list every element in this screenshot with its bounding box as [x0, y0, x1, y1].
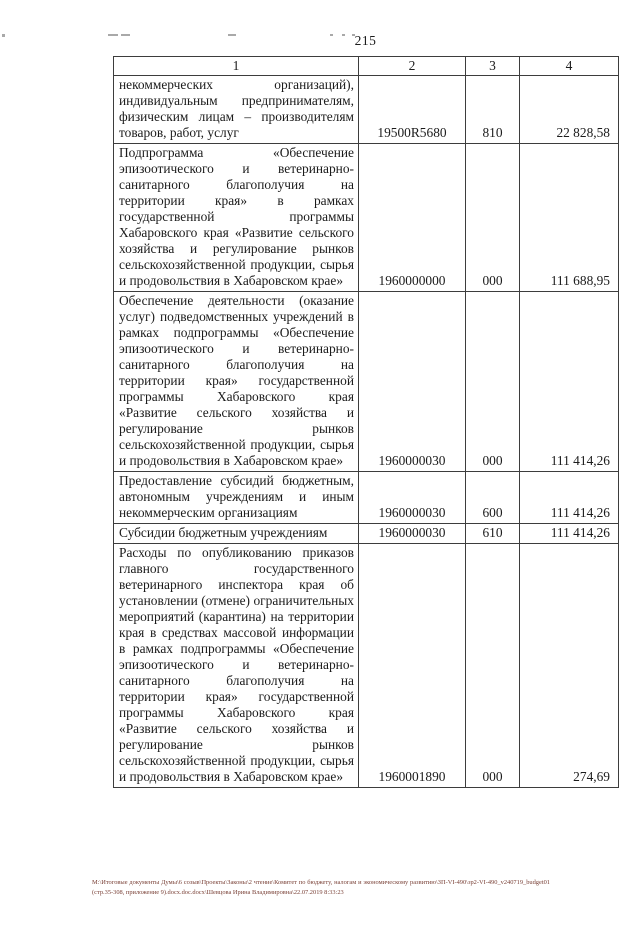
cell-expense-type-code: 000 [466, 144, 520, 292]
cell-target-article-code: 1960000030 [359, 472, 466, 524]
table-row [114, 472, 619, 524]
cell-target-article-code: 1960000030 [359, 292, 466, 472]
cell-amount: 111 414,26 [520, 292, 619, 472]
column-header-1: 1 [114, 57, 359, 76]
cell-expense-name: Субсидии бюджетным учреждениям [114, 524, 359, 544]
document-footer-path: М:\Итоговые документы Думы\6 созыв\Проекты\Законы\2 чтение\Комитет по бюджету, налогам и экономическому развитию\ЗП-VI-490\зр2-VI-490_v240719_budget01(стр.35-308, приложение 9).docx.doc.docx\Шевцова Ирина Владимировна\22.07.2019 8:33:23 [92, 879, 550, 897]
cell-expense-name: некоммерческих организаций), индивидуальным предпринимателям, физическим лицам – производителям товаров, работ, услуг [114, 76, 359, 144]
cell-amount: 111 688,95 [520, 144, 619, 292]
cell-expense-type-code: 810 [466, 76, 520, 144]
cell-expense-name: Подпрограмма «Обеспечение эпизоотического и ветеринарно-санитарного благополучия на территории края» в рамках государственной программы Хабаровского края «Развитие сельского хозяйства и регулирование рынков сельскохозяйственной продукции, сырья и продовольствия в Хабаровском крае» [114, 144, 359, 292]
cell-expense-name: Обеспечение деятельности (оказание услуг) подведомственных учреждений в рамках подпрограммы «Обеспечение эпизоотического и ветеринарно-санитарного благополучия на территории края» государственной программы Хабаровского края «Развитие сельского хозяйства и регулирование рынков сельскохозяйственной продукции, сырья и продовольствия в Хабаровском крае» [114, 292, 359, 472]
cell-expense-name: Предоставление субсидий бюджетным, автономным учреждениям и иным некоммерческим организациям [114, 472, 359, 524]
cell-target-article-code: 1960001890 [359, 544, 466, 788]
table-row [114, 144, 619, 292]
table-row [114, 292, 619, 472]
cell-amount: 111 414,26 [520, 472, 619, 524]
budget-table [113, 56, 619, 788]
cell-amount: 22 828,58 [520, 76, 619, 144]
cell-expense-type-code: 000 [466, 292, 520, 472]
table-header-row [114, 57, 619, 76]
cell-amount: 274,69 [520, 544, 619, 788]
budget-table-body [114, 76, 619, 788]
cell-target-article-code: 19500R5680 [359, 76, 466, 144]
cell-amount: 111 414,26 [520, 524, 619, 544]
column-header-3: 3 [466, 57, 520, 76]
table-row [114, 544, 619, 788]
cell-expense-type-code: 600 [466, 472, 520, 524]
table-row [114, 524, 619, 544]
scan-artifact-marks [0, 34, 640, 38]
column-header-2: 2 [359, 57, 466, 76]
cell-expense-type-code: 610 [466, 524, 520, 544]
page-number: 215 [354, 33, 377, 48]
column-header-4: 4 [520, 57, 619, 76]
cell-expense-name: Расходы по опубликованию приказов главного государственного ветеринарного инспектора края об установлении (отмене) ограничительных мероприятий (карантина) на территории края в средствах массовой информации в рамках подпрограммы «Обеспечение эпизоотического и ветеринарно-санитарного благополучия на территории края» государственной программы Хабаровского края «Развитие сельского хозяйства и регулирование рынков сельскохозяйственной продукции, сырья и продовольствия в Хабаровском крае» [114, 544, 359, 788]
cell-target-article-code: 1960000000 [359, 144, 466, 292]
cell-target-article-code: 1960000030 [359, 524, 466, 544]
table-row [114, 76, 619, 144]
cell-expense-type-code: 000 [466, 544, 520, 788]
